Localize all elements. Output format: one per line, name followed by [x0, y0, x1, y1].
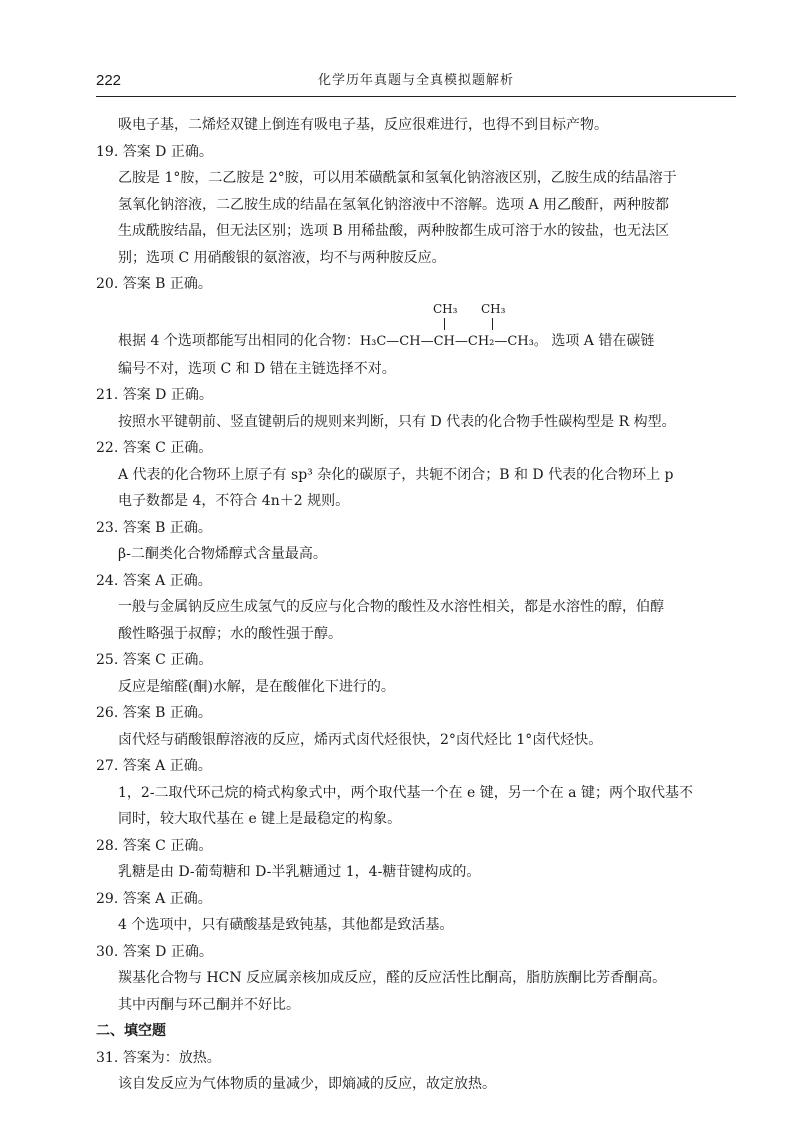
formula-line — [118, 328, 654, 355]
methyl-label: CH₃ — [481, 301, 506, 316]
page-number: 222 — [96, 72, 122, 89]
text-line: 吸电子基，二烯烃双键上倒连有吸电子基，反应很难进行，也得不到目标产物。 — [118, 117, 608, 133]
text-line: 生成酰胺结晶，但无法区别；选项 B 用稀盐酸，两种胺都生成可溶于水的铵盐，也无法区 — [118, 223, 670, 239]
text-line: 该自发反应为气体物质的量减少，即熵减的反应，故定放热。 — [118, 1076, 496, 1092]
answer-heading: 20. 答案 B 正确。 — [96, 276, 212, 292]
text-line: 4 个选项中，只有磺酸基是致钝基，其他都是致活基。 — [118, 917, 454, 933]
answer-heading: 28. 答案 C 正确。 — [96, 837, 213, 854]
answer-heading: 30. 答案 D 正确。 — [96, 943, 213, 960]
answer-heading: 26. 答案 B 正确。 — [96, 705, 212, 721]
answer-heading: 19. 答案 D 正确。 — [96, 143, 213, 160]
book-title: 化学历年真题与全真模拟题解析 — [317, 73, 514, 88]
text-line: 按照水平键朝前、竖直键朝后的规则来判断，只有 D 代表的化合物手性碳构型是 R 构型。 — [118, 413, 676, 430]
page-header — [96, 70, 736, 97]
text-line: 1，2-二取代环己烷的椅式构象式中，两个取代基一个在 e 键，另一个在 a 键；两个取代基不 — [118, 784, 693, 801]
text-line: 酸性略强于叔醇；水的酸性强于醇。 — [118, 625, 342, 642]
answer-heading: 22. 答案 C 正确。 — [96, 440, 213, 456]
text-line: 其中丙酮与环己酮并不好比。 — [118, 996, 300, 1013]
text-line: 一般与金属钠反应生成氢气的反应与化合物的酸性及水溶性相关，都是水溶性的醇，伯醇 — [118, 599, 664, 615]
page-content — [96, 112, 741, 1098]
formula-suffix: 选项 A 错在碳链 — [546, 332, 655, 349]
formula-prefix: 根据 4 个选项都能写出相同的化合物： — [118, 332, 360, 349]
text-line: A 代表的化合物环上原子有 sp³ 杂化的碳原子，共轭不闭合；B 和 D 代表的化合物环上 p — [118, 466, 674, 483]
answer-heading: 23. 答案 B 正确。 — [96, 519, 212, 536]
answer-heading: 25. 答案 C 正确。 — [96, 652, 213, 668]
text-line: β-二酮类化合物烯醇式含量最高。 — [118, 546, 327, 562]
text-line: 羰基化合物与 HCN 反应属亲核加成反应，醛的反应活性比酮高，脂肪族酮比芳香酮高。 — [118, 970, 667, 986]
text-line: 乙胺是 1°胺，二乙胺是 2°胺，可以用苯磺酰氯和氢氧化钠溶液区别，乙胺生成的结晶溶于 — [118, 170, 677, 186]
answer-heading: 24. 答案 A 正确。 — [96, 572, 212, 589]
text-line: 电子数都是 4，不符合 4n＋2 规则。 — [118, 493, 350, 509]
text-line: 氢氧化钠溶液，二乙胺生成的结晶在氢氧化钠溶液中不溶解。选项 A 用乙酸酐，两种胺都 — [118, 196, 670, 213]
section-heading: 二、填空题 — [96, 1023, 166, 1039]
text-line: 同时，较大取代基在 e 键上是最稳定的构象。 — [118, 811, 402, 827]
text-line: 乳糖是由 D-葡萄糖和 D-半乳糖通过 1，4-糖苷键构成的。 — [118, 864, 481, 880]
answer-heading: 21. 答案 D 正确。 — [96, 387, 213, 403]
text-line: 反应是缩醛(酮)水解，是在酸催化下进行的。 — [118, 678, 395, 695]
methyl-label: CH₃ — [433, 301, 458, 316]
answer-heading: 27. 答案 A 正确。 — [96, 758, 212, 774]
text-line: 编号不对，选项 C 和 D 错在主链选择不对。 — [118, 360, 396, 377]
answer-heading: 31. 答案为：放热。 — [96, 1049, 221, 1066]
formula-chain: H₃C—CH—CH—CH₂—CH₃。 — [359, 333, 547, 349]
structural-formula — [96, 298, 741, 356]
answer-heading: 29. 答案 A 正确。 — [96, 890, 212, 907]
text-line: 卤代烃与硝酸银醇溶液的反应，烯丙式卤代烃很快，2°卤代烃比 1°卤代烃快。 — [118, 731, 603, 748]
text-line: 别；选项 C 用硝酸银的氨溶液，均不与两种胺反应。 — [118, 249, 446, 266]
